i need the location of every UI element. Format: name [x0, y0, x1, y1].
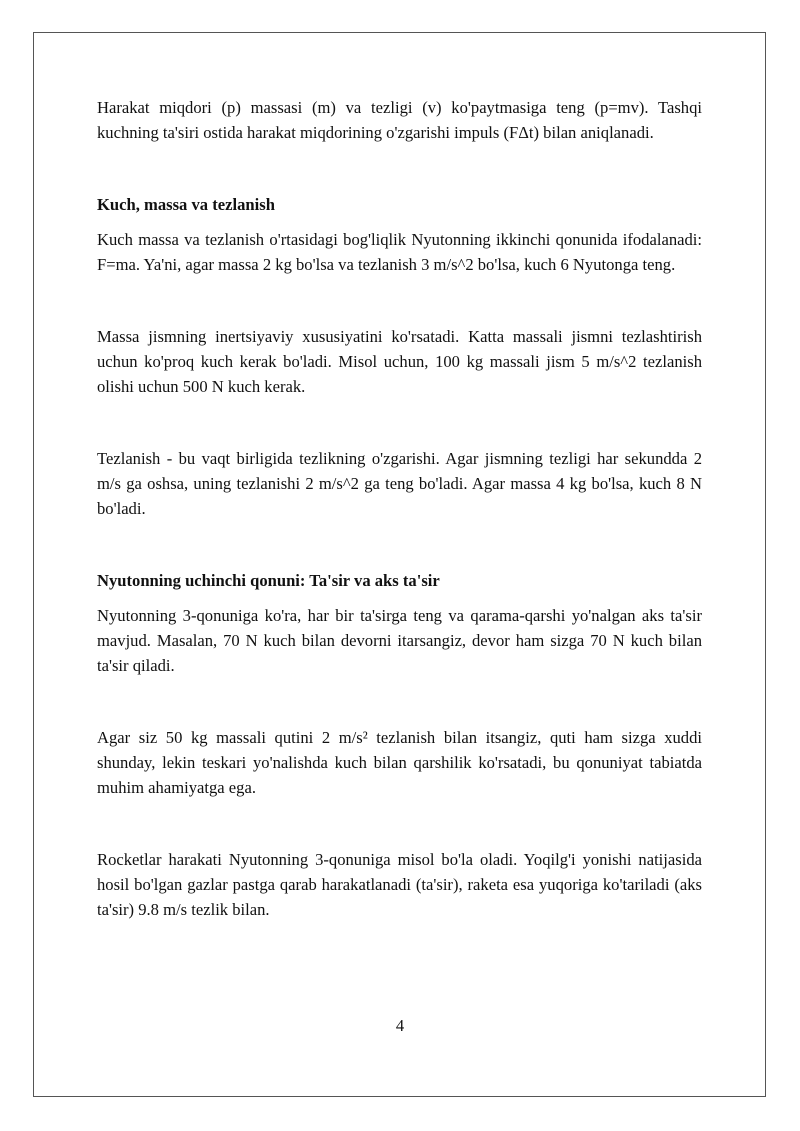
paragraph-mass-inertia: Massa jismning inertsiyaviy xususiyatini ko'rsatadi. Katta massali jismni tezlashtirish uchun ko'proq kuch kerak bo'ladi. Misol uchun, 100 kg massali jism 5 m/s^2 tezlanish olishi uchun 500 N kuch kerak.	[97, 327, 702, 396]
paragraph-third-law: Nyutonning 3-qonuniga ko'ra, har bir ta'sirga teng va qarama-qarshi yo'nalgan aks ta'sir mavjud. Masalan, 70 N kuch bilan devorni itarsangiz, devor ham sizga 70 N kuch bilan ta'sir qiladi.	[97, 606, 702, 675]
paragraph-box-example: Agar siz 50 kg massali qutini 2 m/s² tezlanish bilan itsangiz, quti ham sizga xuddi shunday, lekin teskari yo'nalishda kuch bilan qarshilik ko'rsatadi, bu qonuniyat tabiatda muhim ahamiyatga ega.	[97, 728, 702, 797]
paragraph-acceleration: Tezlanish - bu vaqt birligida tezlikning o'zgarishi. Agar jismning tezligi har sekundda 2 m/s ga oshsa, uning tezlanishi 2 m/s^2 ga teng bo'ladi. Agar massa 4 kg bo'lsa, kuch 8 N bo'ladi.	[97, 449, 702, 518]
section-heading-third-law: Nyutonning uchinchi qonuni: Ta'sir va aks ta'sir	[97, 571, 440, 590]
paragraph-second-law: Kuch massa va tezlanish o'rtasidagi bog'liqlik Nyutonning ikkinchi qonunida ifodalanadi: F=ma. Ya'ni, agar massa 2 kg bo'lsa va tezlanish 3 m/s^2 bo'lsa, kuch 6 Nyutonga teng.	[97, 230, 702, 274]
paragraph-rocket-example: Rocketlar harakati Nyutonning 3-qonuniga misol bo'la oladi. Yoqilg'i yonishi natijasida hosil bo'lgan gazlar pastga qarab harakatlanadi (ta'sir), raketa esa yuqoriga ko'tariladi (aks ta'sir) 9.8 m/s tezlik bilan.	[97, 850, 702, 919]
paragraph-momentum: Harakat miqdori (p) massasi (m) va tezligi (v) ko'paytmasiga teng (p=mv). Tashqi kuchning ta'siri ostida harakat miqdorining o'zgarishi impuls (FΔt) bilan aniqlanadi.	[97, 98, 702, 142]
page-content	[97, 95, 702, 922]
page-number: 4	[395, 1016, 405, 1035]
section-heading-force-mass-acceleration: Kuch, massa va tezlanish	[97, 195, 275, 214]
